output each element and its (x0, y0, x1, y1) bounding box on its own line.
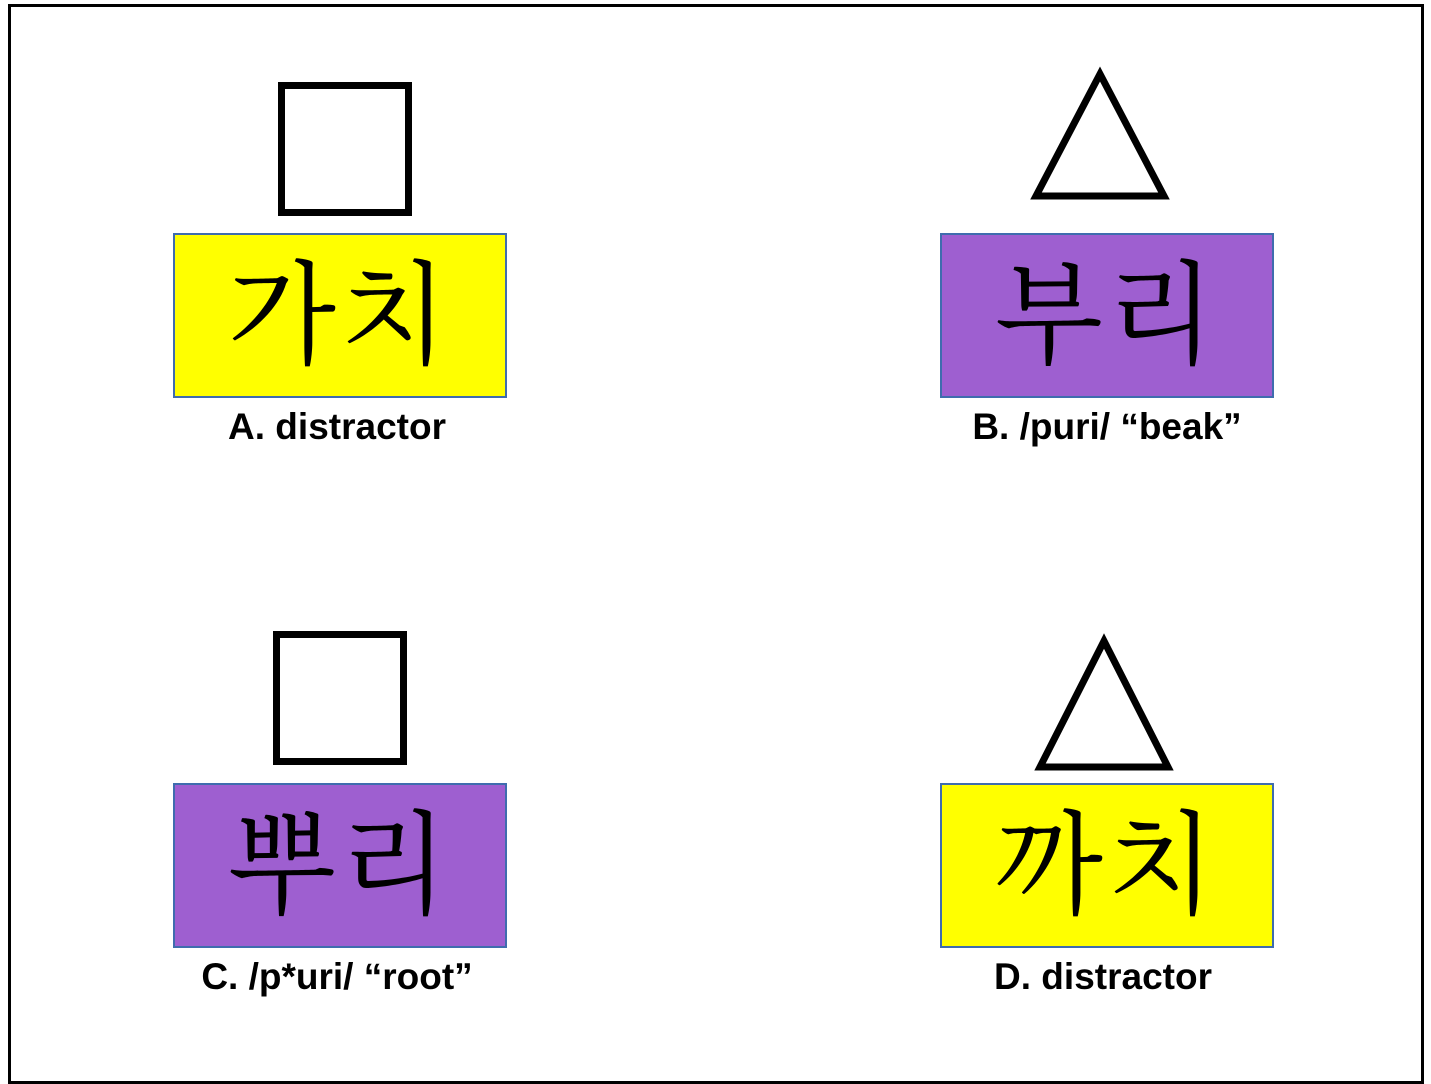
triangle-icon (1030, 66, 1170, 202)
word-box-c: 뿌리 (173, 783, 507, 948)
word-box-b: 부리 (940, 233, 1274, 398)
caption-d: D. distractor (994, 956, 1212, 997)
triangle-icon (1034, 633, 1174, 773)
word-box-d: 까치 (940, 783, 1274, 948)
square-icon (278, 82, 412, 216)
square-icon (273, 631, 407, 765)
caption-b: B. /puri/ “beak” (972, 406, 1242, 447)
caption-c: C. /p*uri/ “root” (201, 956, 473, 997)
caption-a: A. distractor (228, 406, 446, 447)
word-box-a: 가치 (173, 233, 507, 398)
